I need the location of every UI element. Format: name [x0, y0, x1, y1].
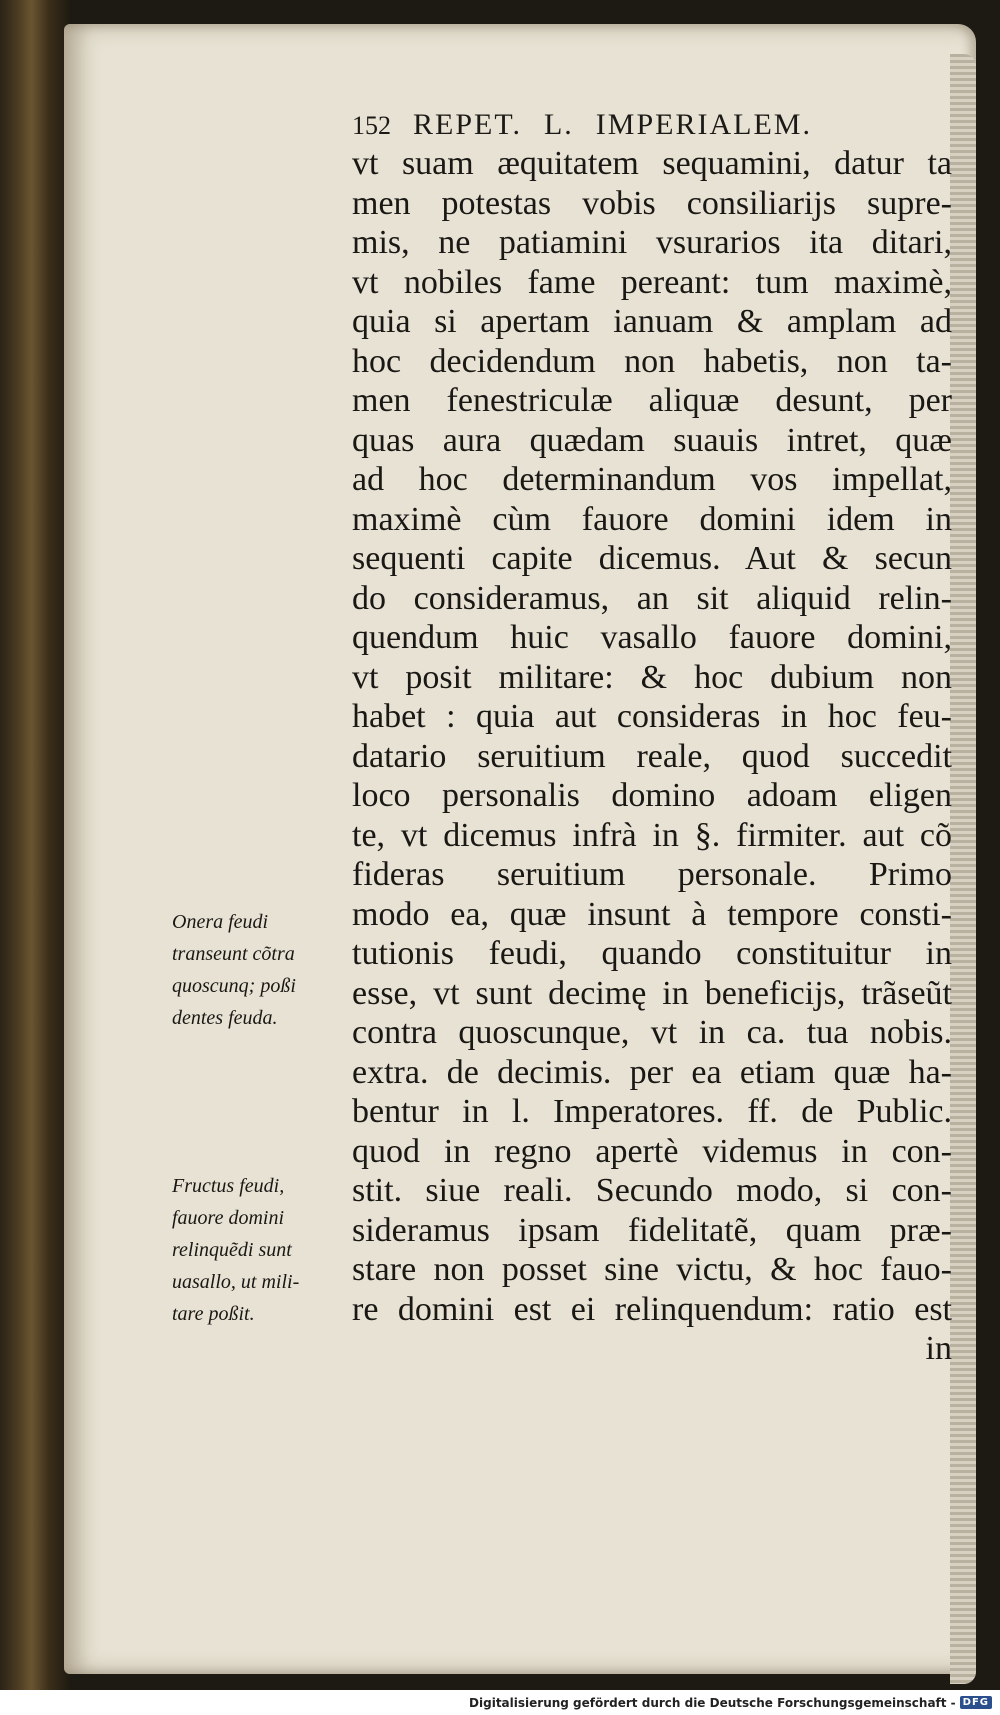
text-line: modo ea, quæ insunt à tempore consti- — [352, 895, 952, 933]
text-line: te, vt dicemus infrà in §. firmiter. aut cõ — [352, 816, 952, 854]
book-spine — [0, 0, 70, 1690]
marginal-note-line: quoscunq; poßi — [172, 975, 296, 997]
marginal-note-line: dentes feuda. — [172, 1007, 278, 1029]
page-edges — [950, 54, 976, 1684]
text-line: vt suam æquitatem sequamini, datur ta — [352, 145, 952, 182]
text-line: vt posit militare: & hoc dubium non — [352, 658, 952, 696]
text-line: hoc decidendum non habetis, non ta- — [352, 342, 952, 380]
marginal-note-line: Fructus feudi, — [172, 1175, 285, 1197]
footer-text: Digitalisierung gefördert durch die Deutsche Forschungsgemeinschaft - — [469, 1695, 956, 1710]
text-line: fideras seruitium personale. Primo — [352, 856, 952, 893]
text-line: bentur in l. Imperatores. ff. de Public. — [352, 1093, 952, 1130]
text-line: quendum huic vasallo fauore domini, — [352, 619, 952, 656]
marginal-note-line: relinquẽdi sunt — [172, 1239, 292, 1261]
running-head-word: L. — [543, 108, 574, 141]
marginal-note — [172, 1170, 342, 1330]
text-line: esse, vt sunt decimę in beneficijs, trãseũt — [352, 974, 952, 1012]
text-line: stit. siue reali. Secundo modo, si con- — [352, 1172, 952, 1209]
text-line: sequenti capite dicemus. Aut & secun — [352, 540, 952, 577]
text-line: tutionis feudi, quando constituitur in — [352, 935, 952, 972]
text-line: extra. de decimis. per ea etiam quæ ha- — [352, 1053, 952, 1091]
text-line: re domini est ei relinquendum: ratio est — [352, 1290, 952, 1328]
text-line: loco personalis domino adoam eligen — [352, 777, 952, 814]
marginal-note-line: transeunt cõtra — [172, 943, 295, 965]
text-line: contra quoscunque, vt in ca. tua nobis. — [352, 1014, 952, 1051]
text-line: maximè cùm fauore domini idem in — [352, 500, 952, 538]
text-line: datario seruitium reale, quod succedit — [352, 737, 952, 775]
text-line: vt nobiles fame pereant: tum maximè, — [352, 263, 952, 301]
funding-footer — [0, 1690, 1000, 1715]
text-line: men potestas vobis consiliarijs supre- — [352, 184, 952, 222]
marginal-note — [172, 906, 342, 1034]
marginal-note-line: tare poßit. — [172, 1303, 255, 1325]
text-line: ad hoc determinandum vos impellat, — [352, 461, 952, 498]
text-line: quas aura quædam suauis intret, quæ — [352, 421, 952, 459]
text-line: stare non posset sine victu, & hoc fauo- — [352, 1251, 952, 1288]
running-head-word: REPET. — [413, 108, 522, 141]
marginal-note-line: uasallo, ut mili- — [172, 1271, 300, 1293]
marginal-note-line: Onera feudi — [172, 911, 269, 933]
text-line: sideramus ipsam fidelitatẽ, quam præ- — [352, 1211, 952, 1249]
page-number: 152 — [352, 111, 391, 140]
text-line: habet : quia aut consideras in hoc feu- — [352, 698, 952, 735]
text-line: men fenestriculæ aliquæ desunt, per — [352, 382, 952, 419]
body-text — [352, 144, 952, 1369]
catchword: in — [925, 1330, 952, 1367]
text-line: quod in regno apertè videmus in con- — [352, 1132, 952, 1170]
text-line: do consideramus, an sit aliquid relin- — [352, 579, 952, 617]
text-line: mis, ne patiamini vsurarios ita ditari, — [352, 224, 952, 261]
text-line: quia si apertam ianuam & amplam ad — [352, 303, 952, 340]
running-head-word: IMPERIALEM. — [595, 108, 812, 141]
dfg-logo: DFG — [960, 1696, 992, 1709]
marginal-note-line: fauore domini — [172, 1207, 285, 1229]
